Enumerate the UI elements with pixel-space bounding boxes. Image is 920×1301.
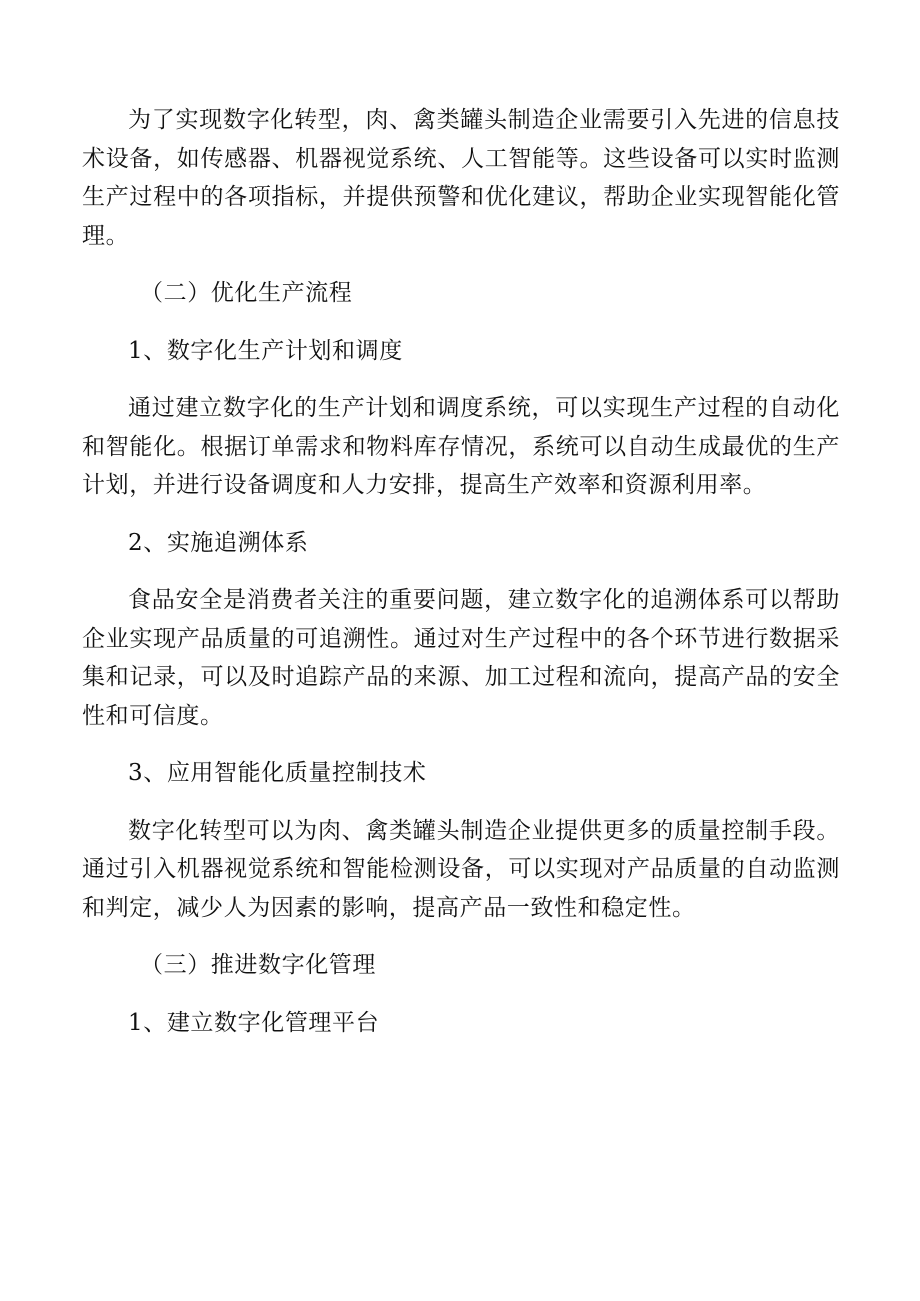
paragraph-it-equipment: 为了实现数字化转型，肉、禽类罐头制造企业需要引入先进的信息技术设备，如传感器、机器视觉系统、人工智能等。这些设备可以实时监测生产过程中的各项指标，并提供预警和优化建议，帮助企业实现智能化管理。 bbox=[82, 107, 840, 249]
section-heading-digital-management: （三）推进数字化管理 bbox=[140, 952, 376, 978]
paragraph-traceability: 食品安全是消费者关注的重要问题，建立数字化的追溯体系可以帮助企业实现产品质量的可追溯性。通过对生产过程中的各个环节进行数据采集和记录，可以及时追踪产品的来源、加工过程和流向，提高产品的安全性和可信度。 bbox=[82, 587, 840, 729]
paragraph-quality-control: 数字化转型可以为肉、禽类罐头制造企业提供更多的质量控制手段。通过引入机器视觉系统和智能检测设备，可以实现对产品质量的自动监测和判定，减少人为因素的影响，提高产品一致性和稳定性。 bbox=[82, 817, 840, 921]
document-page bbox=[82, 101, 840, 1061]
section-heading-optimize-production: （二）优化生产流程 bbox=[140, 280, 353, 306]
subheading-management-platform: 1、建立数字化管理平台 bbox=[128, 1009, 380, 1036]
subheading-traceability: 2、实施追溯体系 bbox=[128, 529, 309, 556]
paragraph-production-planning: 通过建立数字化的生产计划和调度系统，可以实现生产过程的自动化和智能化。根据订单需求和物料库存情况，系统可以自动生成最优的生产计划，并进行设备调度和人力安排，提高生产效率和资源利用率。 bbox=[82, 395, 840, 498]
subheading-production-planning: 1、数字化生产计划和调度 bbox=[128, 337, 403, 364]
subheading-quality-control: 3、应用智能化质量控制技术 bbox=[128, 760, 427, 786]
